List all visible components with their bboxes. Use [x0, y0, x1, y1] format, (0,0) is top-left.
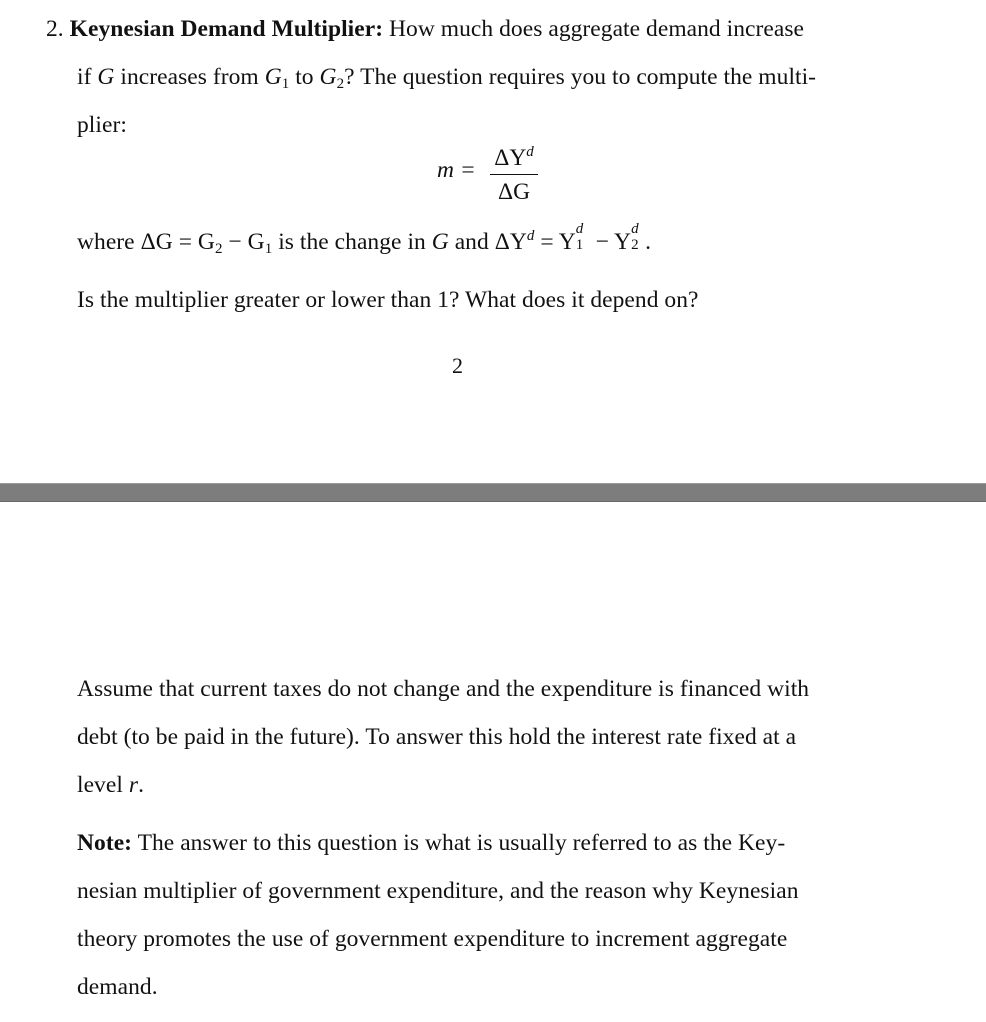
subscript-2: 2 [631, 237, 639, 253]
note-label: Note: [77, 830, 133, 856]
question-heading-line [46, 16, 804, 43]
page-bottom [0, 502, 986, 1022]
where-line [77, 221, 652, 257]
text-fragment: level [77, 772, 123, 798]
text-fragment: − G [222, 229, 265, 255]
item-number: 2. [46, 16, 64, 42]
text-fragment: . [645, 229, 652, 255]
note-line-2: nesian multiplier of government expenditure, and the reason why Keynesian [77, 878, 799, 904]
text-fragment: − Y [589, 229, 632, 255]
math-var-g: G [431, 229, 449, 255]
text-fragment: . [138, 772, 144, 798]
superscript-d: d [526, 228, 535, 244]
equation-lhs: m = [437, 157, 476, 183]
math-var-g1: G [264, 64, 282, 90]
text-fragment: The answer to this question is what is usually referred to as the Key- [137, 830, 786, 856]
subscript-2: 2 [336, 76, 345, 92]
assumption-line-1: Assume that current taxes do not change and the expenditure is financed with [77, 676, 810, 702]
fraction-bar [490, 174, 538, 175]
question-heading: Keynesian Demand Multiplier: [69, 16, 384, 42]
delta-y: ΔY [494, 145, 527, 171]
subscript-2: 2 [214, 241, 223, 257]
y1-indices [575, 221, 590, 253]
text-fragment: ? The question requires you to compute the multi- [344, 64, 817, 90]
subscript-1: 1 [281, 76, 290, 92]
assumption-line-3 [77, 772, 144, 799]
superscript-d: d [631, 221, 639, 237]
superscript-d: d [526, 144, 534, 160]
fraction-denominator: ΔG [497, 179, 531, 205]
text-fragment: where ΔG = G [77, 229, 215, 255]
text-fragment: and ΔY [448, 229, 527, 255]
subscript-1: 1 [264, 241, 273, 257]
page-top [0, 0, 986, 483]
note-line-1 [77, 830, 785, 857]
text-fragment: is the change in [272, 229, 432, 255]
question-line-3: plier: [77, 112, 127, 138]
page-number: 2 [452, 353, 463, 378]
assumption-line-2: debt (to be paid in the future). To answer this hold the interest rate fixed at a [77, 724, 797, 750]
math-var-g: G [97, 64, 115, 90]
question-line-2 [77, 64, 816, 91]
multiplier-fraction [490, 143, 538, 207]
y2-indices [631, 221, 645, 253]
multiplier-question: Is the multiplier greater or lower than 1? What does it depend on? [77, 287, 699, 313]
text-fragment: if [77, 64, 92, 90]
text-fragment: increases from [120, 64, 259, 90]
superscript-d: d [575, 221, 584, 237]
math-var-g2: G [319, 64, 337, 90]
note-line-3: theory promotes the use of government expenditure to increment aggregate [77, 926, 788, 952]
note-line-4: demand. [77, 974, 158, 1000]
heading-line-text: How much does aggregate demand increase [389, 16, 805, 42]
text-fragment: to [295, 64, 314, 90]
text-fragment: = Y [534, 229, 576, 255]
subscript-1: 1 [575, 237, 584, 253]
fraction-numerator [490, 143, 538, 173]
page-divider [0, 483, 986, 502]
math-var-r: r [128, 772, 139, 798]
